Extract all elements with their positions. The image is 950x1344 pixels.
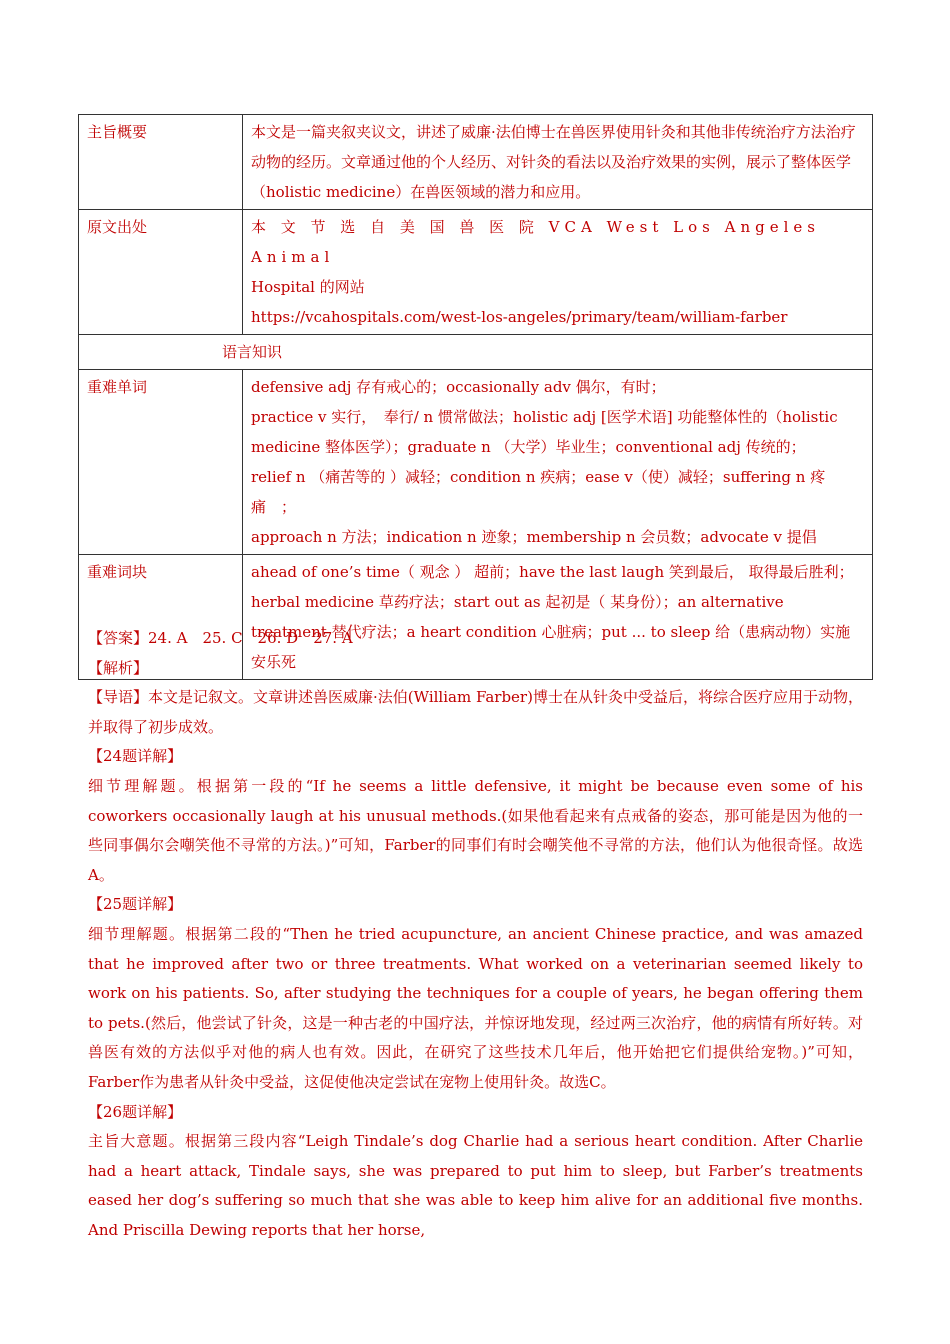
- q24-heading: 【24题详解】: [88, 747, 183, 766]
- vocab-line: practice v 实行， 奉行/ n 惯常做法；holistic adj [医学术语] 功能整体性的（holistic medicine 整体医学）；graduate n （大学）毕业生；conventional adj 传统的；: [251, 408, 838, 456]
- q25-paragraph: 细节理解题。根据第二段的“Then he tried acupuncture, an ancient Chinese practice, and was amazed that he improved after two or three treatments. What worked on a veterinarian seemed likely to work on his patients. So, after studying the techniques for a couple of years, he began offering them to pets.(然后，他尝试了针灸，这是一种古老的中国疗法，并惊讶地发现，经过两三次治疗，他的病情有所好转。对兽医有效的方法似乎对他的病人也有效。因此，在研究了这些技术几年后，他开始把它们提供给宠物。)”可知，Farber作为患者从针灸中受益，这促使他决定尝试在宠物上使用针灸。故选C。: [88, 924, 863, 1091]
- table-row: [79, 210, 873, 335]
- vocab-line: defensive adj 存有戒心的；occasionally adv 偶尔，有时；: [251, 378, 666, 396]
- intro-paragraph: 【导语】本文是记叙文。文章讲述兽医威廉·法伯(William Farber)博士在从针灸中受益后，将综合医疗应用于动物，并取得了初步成效。: [88, 688, 863, 736]
- section-heading: 语言知识: [79, 335, 873, 370]
- answer-analysis: [88, 624, 863, 1245]
- row-content: ahead of one’s time（ 观念 ） 超前；have the last laugh 笑到最后， 取得最后胜利；herbal medicine 草药疗法；start out as 起初是（ 某身份）；an alternative treatment 替代疗法；a heart condition 心脏病；put ... to sleep 给（患病动物）实施安乐死: [243, 555, 873, 680]
- q24-paragraph: 细节理解题。根据第一段的“If he seems a little defensive, it might be because even some of his coworkers occasionally laugh at his unusual methods.(如果他看起来有点戒备的姿态，那可能是因为他的一些同事偶尔会嘲笑他不寻常的方法。)”可知，Farber的同事们有时会嘲笑他不寻常的方法，他们认为他很奇怪。故选A。: [88, 776, 863, 884]
- row-label: 重难词块: [79, 555, 243, 680]
- answer-line: 【答案】24. A 25. C 26. D 27. A: [88, 629, 353, 647]
- row-label: 重难单词: [79, 370, 243, 555]
- q26-paragraph: 主旨大意题。根据第三段内容“Leigh Tindale’s dog Charlie had a serious heart condition. After Charlie had a heart attack, Tindale says, she was prepared to put him to sleep, but Farber’s treatments eased her dog’s suffering so much that she was able to keep him alive for an additional five months. And Priscilla Dewing reports that her horse,: [88, 1132, 863, 1239]
- q25-heading: 【25题详解】: [88, 895, 183, 914]
- row-content: [243, 210, 873, 335]
- vocab-line: relief n （痛苦等的 ）减轻；condition n 疾病；ease v（使）减轻；suffering n 疼痛 ；: [251, 468, 826, 516]
- analysis-heading: 【解析】: [88, 658, 149, 677]
- row-content: [243, 370, 873, 555]
- q26-heading: 【26题详解】: [88, 1102, 183, 1121]
- source-line: Hospital 的网站: [251, 278, 365, 296]
- vocab-line: approach n 方法；indication n 迹象；membership n 会员数；advocate v 提倡: [251, 528, 817, 546]
- summary-table: [78, 114, 873, 680]
- row-label: 原文出处: [79, 210, 243, 335]
- row-content: 本文是一篇夹叙夹议文，讲述了威廉·法伯博士在兽医界使用针灸和其他非传统治疗方法治疗动物的经历。文章通过他的个人经历、对针灸的看法以及治疗效果的实例，展示了整体医学（holistic medicine）在兽医领域的潜力和应用。: [243, 115, 873, 210]
- table-row: [79, 335, 873, 370]
- source-line: 本 文 节 选 自 美 国 兽 医 院 VCA West Los Angeles Animal: [251, 218, 820, 266]
- table-row: [79, 115, 873, 210]
- source-url: https://vcahospitals.com/west-los-angeles/primary/team/william-farber: [251, 308, 788, 326]
- table-row: [79, 370, 873, 555]
- row-label: 主旨概要: [79, 115, 243, 210]
